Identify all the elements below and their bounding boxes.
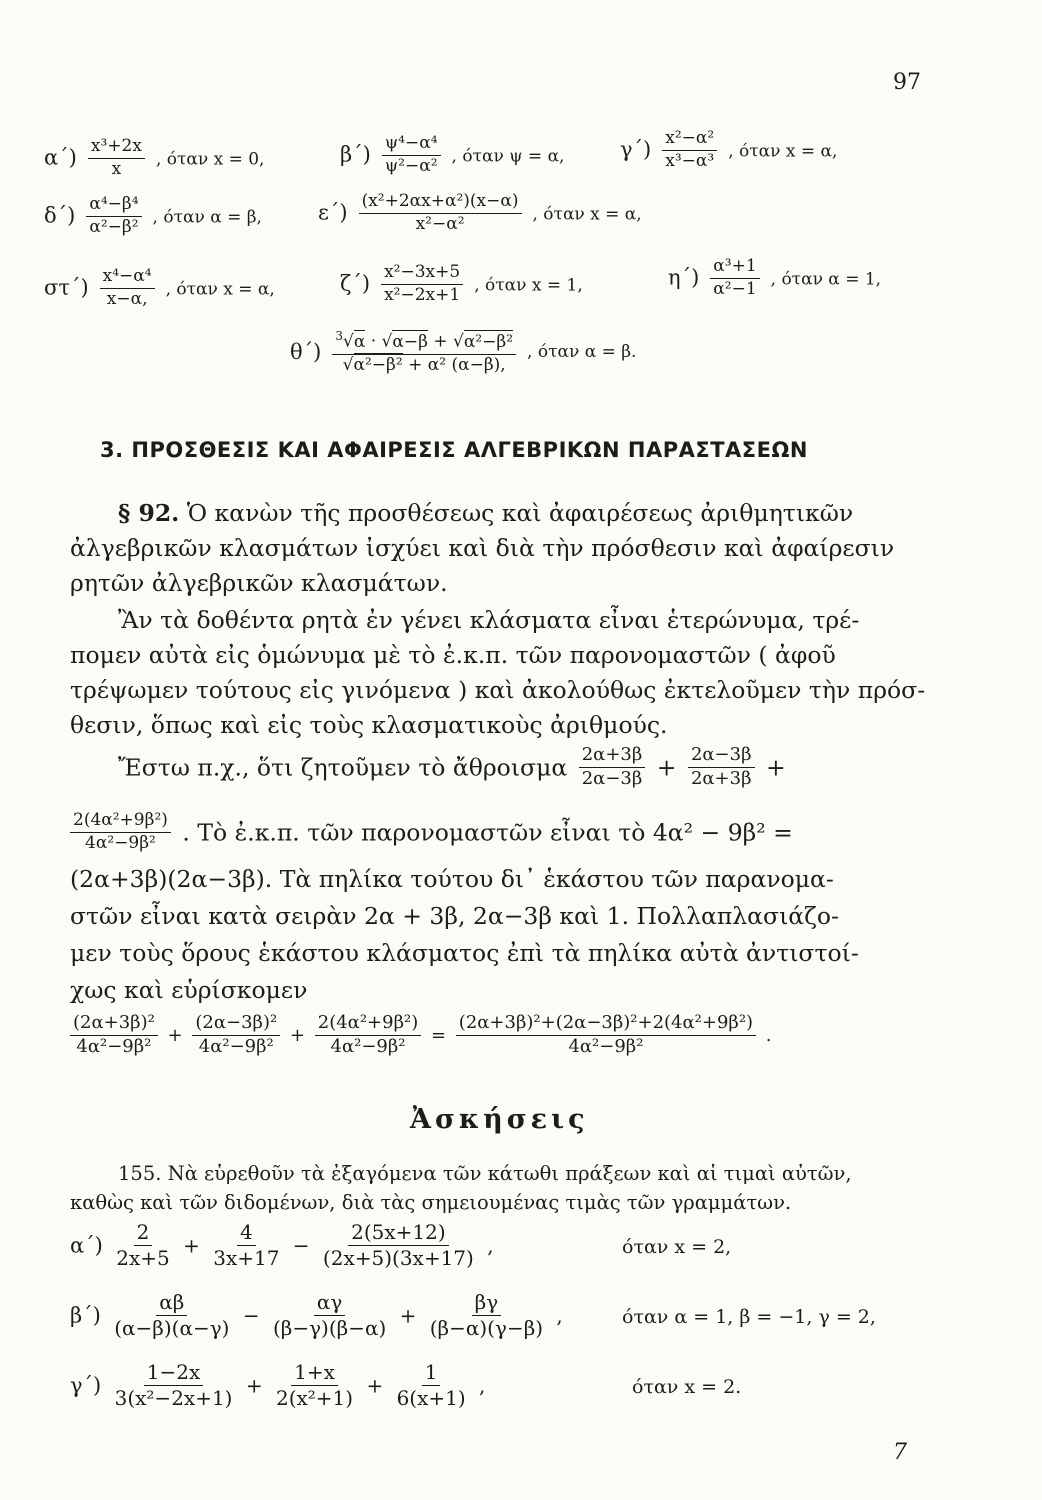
- paragraph-line: πομεν αὐτὰ εἰς ὁμώνυμα μὲ τὸ ἐ.κ.π. τῶν παρονομαστῶν ( ἀφοῦ: [70, 641, 836, 669]
- fraction: $\frac{2(5x+12)}{(2x+5)(3x+17)}$: [322, 1220, 474, 1270]
- fraction: $\frac{2}{2x+5}$: [116, 1220, 170, 1270]
- exercise-epsilon: ε΄) $\frac{\text{(x²+2αx+α²)(x−α)}}{\text{x²−α²}}$ , όταν x = α,: [318, 191, 642, 234]
- exercise-theta: θ΄) $\frac{^3√\alpha \cdot √\alpha-\beta + √\alpha^2-\beta^2}{\text{√α²−β² + α² (α−β),}}$ , όταν α = β.: [290, 329, 637, 375]
- fraction: $\frac{\text{x⁴−α⁴}}{x-\alpha,}$: [100, 268, 155, 309]
- exercise-155-line: 155. Νὰ εὑρεθοῦν τὰ ἐξαγόμενα τῶν κάτωθι πράξεων καὶ αἱ τιμαὶ αὐτῶν,: [118, 1162, 852, 1185]
- exercise-beta: β΄) $\frac{\text{ψ⁴−α⁴}}{\text{ψ²−α²}}$ , όταν ψ = α,: [340, 133, 565, 176]
- radical-sign: √: [342, 354, 354, 375]
- fraction: $\frac{4}{3x+17}$: [213, 1220, 280, 1270]
- section-marker: § 92.: [118, 499, 180, 527]
- exercise-155-beta: β΄) $\frac{\alpha\beta}{(\alpha-\beta)(\alpha-\gamma)}$ − $\frac{\alpha\gamma}{(\beta-\gamma)(\beta-\alpha)}$ + $\frac{\beta\gamma}{(\beta-\alpha)(\gamma-\beta)}$ ,: [70, 1290, 563, 1340]
- fraction: $\frac{1}{6(x+1)}$: [396, 1360, 466, 1410]
- fraction: $\frac{2\alpha+3\beta}{2\alpha-3\beta}$: [579, 746, 646, 789]
- fraction: $\frac{\text{2(4α²+9β²)}}{\text{4α²−9β²}}$: [70, 812, 171, 853]
- fraction: $\frac{1+x}{\text{2(x²+1)}}$: [275, 1360, 354, 1410]
- paragraph-line: § 92. Ὁ κανὼν τῆς προσθέσεως καὶ ἀφαιρέσεως ἀριθμητικῶν: [118, 499, 854, 527]
- fraction: $\frac{\text{x²−3x+5}}{\text{x²−2x+1}}$: [381, 264, 463, 305]
- exercises-title: Ἀσκήσεις: [410, 1104, 589, 1135]
- fraction: $\frac{\text{(x²+2αx+α²)(x−α)}}{\text{x²−α²}}$: [359, 193, 522, 234]
- fraction: $\frac{\text{(2α−3β)²}}{\text{4α²−9β²}}$: [192, 1014, 280, 1057]
- example-line: $\frac{\text{2(4α²+9β²)}}{\text{4α²−9β²}}$ . Τὸ ἐ.κ.π. τῶν παρονομαστῶν εἶναι τὸ 4α² − 9β² =: [70, 812, 793, 853]
- paragraph-line: τρέψωμεν τούτους εἰς γινόμενα ) καὶ ἀκολούθως ἐκτελοῦμεν τὴν πρόσ-: [70, 676, 926, 704]
- paragraph-line: χως καὶ εὑρίσκομεν: [70, 976, 308, 1004]
- radical-sign: √: [381, 331, 393, 352]
- fraction: $\frac{\alpha\beta}{(\alpha-\beta)(\alpha-\gamma)}$: [114, 1290, 230, 1340]
- fraction: $\frac{\text{2(4α²+9β²)}}{\text{4α²−9β²}}$: [315, 1014, 421, 1057]
- paragraph-line: (2α+3β)(2α−3β). Τὰ πηλίκα τούτου δι᾽ ἑκάστου τῶν παρανομα-: [70, 865, 834, 893]
- exercise-stigma: στ΄) $\frac{\text{x⁴−α⁴}}{x-\alpha,}$ , όταν x = α,: [44, 266, 275, 309]
- fraction: $\frac{\text{x²−α²}}{\text{x³−α³}}$: [662, 130, 717, 171]
- paragraph-line: ἀλγεβρικῶν κλασμάτων ἰσχύει καὶ διὰ τὴν πρόσθεσιν καὶ ἀφαίρεσιν: [70, 534, 895, 562]
- fraction: $\frac{1-2x}{\text{3(x²−2x+1)}}$: [114, 1360, 233, 1410]
- paragraph-line: θεσιν, ὅπως καὶ εἰς τοὺς κλασματικοὺς ἀριθμούς.: [70, 711, 668, 739]
- exercise-155-line: καθὼς καὶ τῶν διδομένων, διὰ τὰς σημειουμένας τιμὰς τῶν γραμμάτων.: [70, 1191, 792, 1214]
- condition: όταν α = 1, β = −1, γ = 2,: [622, 1306, 876, 1328]
- fraction: $\frac{\text{(2α+3β)²+(2α−3β)²+2(4α²+9β²)}}{\text{4α²−9β²}}$: [456, 1014, 756, 1057]
- fraction: $\frac{\text{α⁴−β⁴}}{\text{α²−β²}}$: [86, 196, 141, 237]
- condition: όταν x = 2.: [632, 1376, 742, 1398]
- exercise-155-alpha: α΄) $\frac{2}{2x+5}$ + $\frac{4}{3x+17}$ − $\frac{2(5x+12)}{(2x+5)(3x+17)}$ ,: [70, 1220, 494, 1270]
- fraction: $\frac{^3√\alpha \cdot √\alpha-\beta + √\alpha^2-\beta^2}{\text{√α²−β² + α² (α−β),}}$: [332, 330, 516, 374]
- condition: όταν x = 2,: [622, 1236, 732, 1258]
- exercise-155-gamma: γ΄) $\frac{1-2x}{\text{3(x²−2x+1)}}$ + $\frac{1+x}{\text{2(x²+1)}}$ + $\frac{1}{6(x+1)}$ ,: [70, 1360, 486, 1410]
- radical-sign: √: [342, 331, 354, 352]
- exercise-alpha: α΄) $\frac{\text{x³+2x}}{x}$ , όταν x = 0,: [44, 136, 265, 179]
- fraction: $\frac{\beta\gamma}{(\beta-\alpha)(\gamma-\beta)}$: [429, 1290, 544, 1340]
- signature-mark: 7: [893, 1440, 907, 1465]
- paragraph-line: ρητῶν ἀλγεβρικῶν κλασμάτων.: [70, 569, 448, 597]
- page-number: 97: [893, 70, 921, 95]
- fraction: $\frac{\text{α³+1}}{\text{α²−1}}$: [710, 258, 759, 299]
- example-line: Ἔστω π.χ., ὅτι ζητοῦμεν τὸ ἄθροισμα $\frac{2\alpha+3\beta}{2\alpha-3\beta}$ + $\frac{2\alpha-3\beta}{2\alpha+3\beta}$ +: [118, 744, 786, 789]
- result-equation: $\frac{\text{(2α+3β)²}}{\text{4α²−9β²}}$ + $\frac{\text{(2α−3β)²}}{\text{4α²−9β²}}$ + $\frac{\text{2(4α²+9β²)}}{\text{4α²−9β²}}$ = $\frac{\text{(2α+3β)²+(2α−3β)²+2(4α²+9β²)}}{\text{4α²−9β²}}$ .: [70, 1014, 772, 1057]
- exercise-delta: δ΄) $\frac{\text{α⁴−β⁴}}{\text{α²−β²}}$ , όταν α = β,: [44, 194, 262, 237]
- exercise-gamma: γ΄) $\frac{\text{x²−α²}}{\text{x³−α³}}$ , όταν x = α,: [620, 128, 838, 171]
- exercise-eta: η΄) $\frac{\text{α³+1}}{\text{α²−1}}$ , όταν α = 1,: [668, 256, 882, 299]
- fraction: $\frac{\alpha\gamma}{(\beta-\gamma)(\beta-\alpha)}$: [272, 1290, 387, 1340]
- fraction: $\frac{\text{ψ⁴−α⁴}}{\text{ψ²−α²}}$: [382, 135, 441, 176]
- exercise-number: 155.: [118, 1162, 162, 1185]
- fraction: $\frac{2\alpha-3\beta}{2\alpha+3\beta}$: [688, 746, 755, 789]
- section-heading: 3. ΠΡΟΣΘΕΣΙΣ ΚΑΙ ΑΦΑΙΡΕΣΙΣ ΑΛΓΕΒΡΙΚΩΝ ΠΑΡΑΣΤΑΣΕΩΝ: [100, 438, 808, 462]
- exercise-zeta: ζ΄) $\frac{\text{x²−3x+5}}{\text{x²−2x+1}}$ , όταν x = 1,: [340, 262, 583, 305]
- paragraph-line: στῶν εἶναι κατὰ σειρὰν 2α + 3β, 2α−3β καὶ 1. Πολλαπλασιάζο-: [70, 902, 839, 930]
- radical-sign: √: [453, 331, 464, 352]
- paragraph-line: μεν τοὺς ὅρους ἑκάστου κλάσματος ἐπὶ τὰ πηλίκα αὐτὰ ἀντιστοί-: [70, 939, 859, 967]
- paragraph-line: Ἂν τὰ δοθέντα ρητὰ ἐν γένει κλάσματα εἶναι ἑτερώνυμα, τρέ-: [118, 606, 860, 634]
- fraction: $\frac{\text{(2α+3β)²}}{\text{4α²−9β²}}$: [70, 1014, 158, 1057]
- fraction: $\frac{\text{x³+2x}}{x}$: [88, 138, 145, 179]
